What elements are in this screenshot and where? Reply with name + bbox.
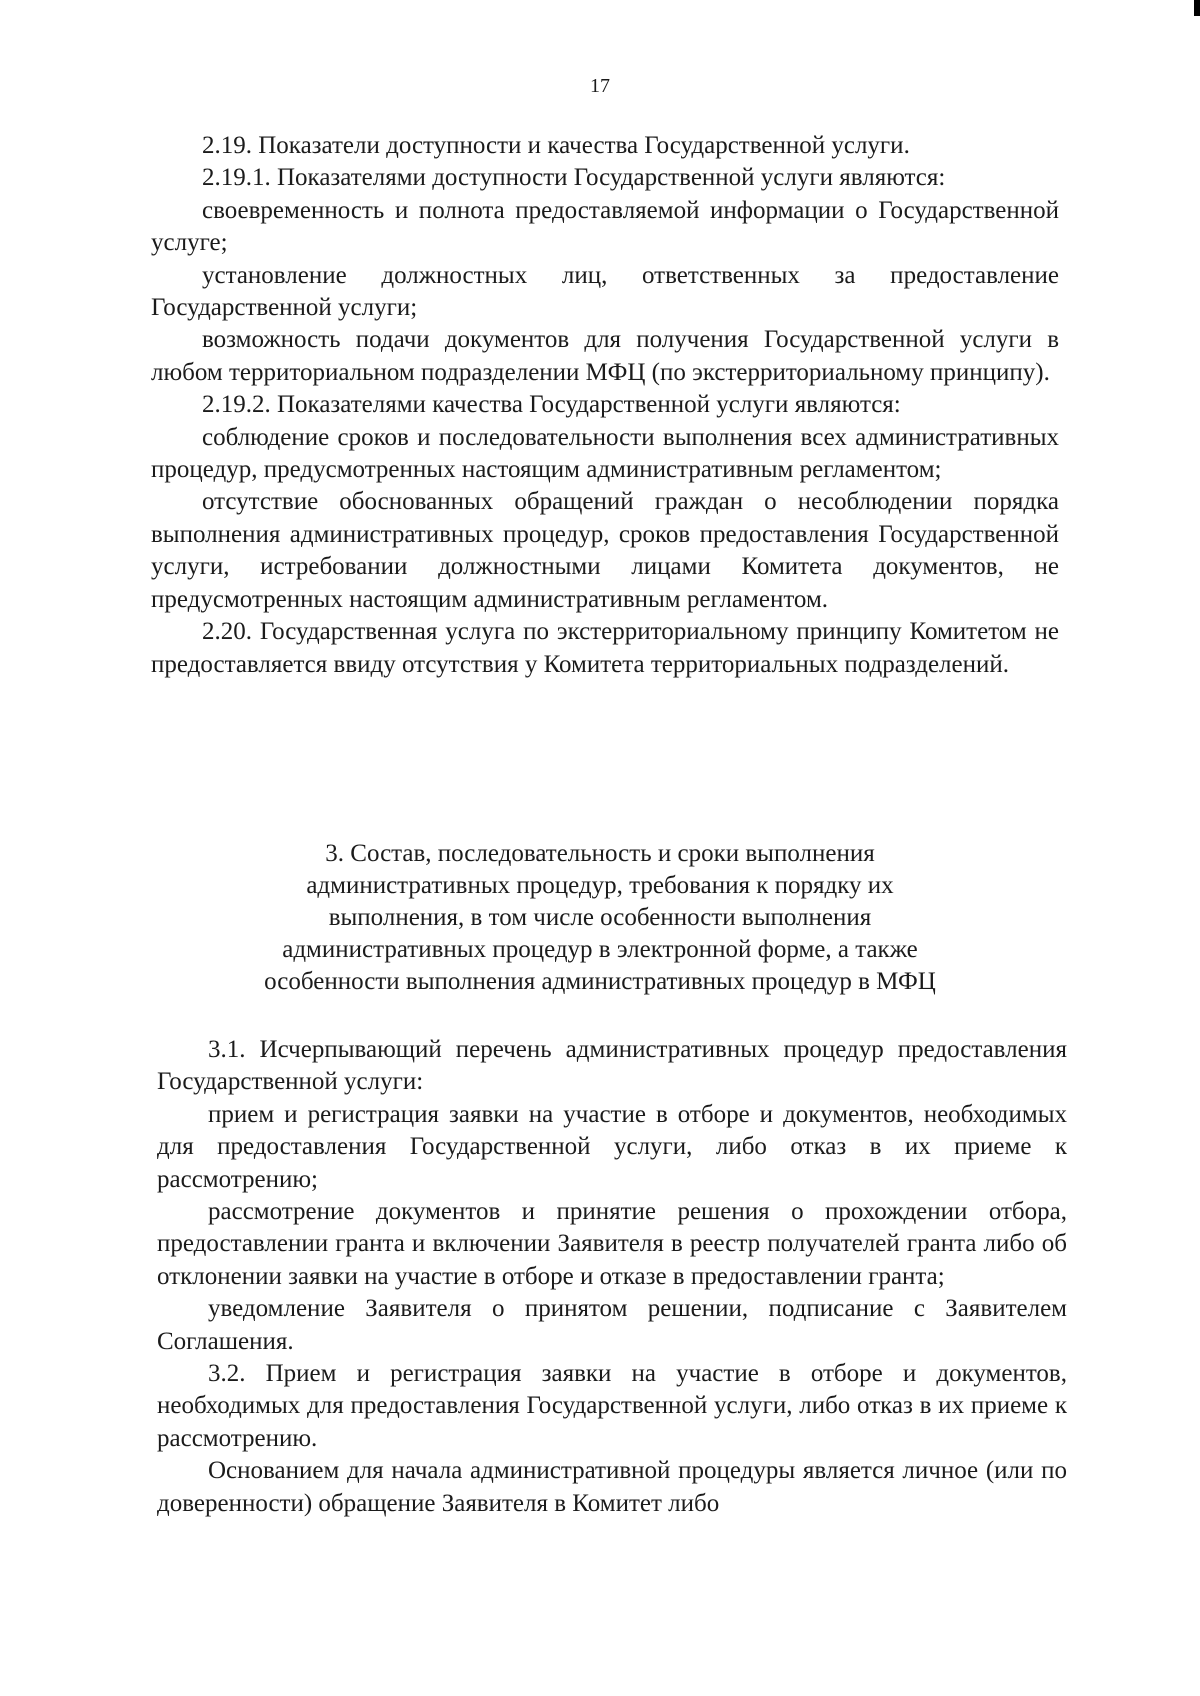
paragraph-review: рассмотрение документов и принятие решения о прохождении отбора, предоставлении гранта и включении Заявителя в реестр получателей гранта либо об отклонении заявки на участие в отборе и отказе в предоставлении гранта; (157, 1198, 1067, 1290)
paragraph-timeliness: своевременность и полнота предоставляемой информации о Государственной услуге; (151, 196, 1059, 257)
scan-edge-mark (1194, 0, 1200, 16)
heading-line: административных процедур, требования к порядку их (306, 872, 894, 899)
section-3-heading (190, 838, 1010, 998)
heading-line: выполнения, в том числе особенности выполнения (328, 904, 872, 931)
paragraph-3-1: 3.1. Исчерпывающий перечень административных процедур предоставления Государственной услуги: (157, 1036, 1067, 1096)
paragraph-notification: уведомление Заявителя о принятом решении, подписание с Заявителем Соглашения. (157, 1295, 1067, 1355)
paragraph-officials: установление должностных лиц, ответственных за предоставление Государственной услуги; (151, 261, 1059, 322)
heading-line: административных процедур в электронной форме, а также (282, 936, 918, 963)
paragraph-3-2: 3.2. Прием и регистрация заявки на участие в отборе и документов, необходимых для предоставления Государственной услуги, либо отказ в их приеме к рассмотрению. (157, 1360, 1067, 1452)
lower-text-block (157, 1034, 1067, 1520)
paragraph-reception: прием и регистрация заявки на участие в отборе и документов, необходимых для предоставления Государственной услуги, либо отказ в их приеме к рассмотрению; (157, 1100, 1067, 1193)
paragraph-2-20: 2.20. Государственная услуга по экстерриториальному принципу Комитетом не предоставляется ввиду отсутствия у Комитета территориальных подразделений. (151, 618, 1059, 678)
paragraph-2-19: 2.19. Показатели доступности и качества Государственной услуги. (202, 132, 910, 159)
heading-line: особенности выполнения административных процедур в МФЦ (264, 968, 936, 995)
heading-line: 3. Состав, последовательность и сроки выполнения (325, 840, 875, 867)
paragraph-submission: возможность подачи документов для получения Государственной услуги в любом территориальном подразделении МФЦ (по экстерриториальному принципу). (151, 326, 1059, 386)
paragraph-2-19-2: 2.19.2. Показателями качества Государственной услуги являются: (202, 391, 901, 419)
paragraph-basis: Основанием для начала административной процедуры является личное (или по доверенности) обращение Заявителя в Комитет либо (157, 1457, 1067, 1517)
upper-text-block (151, 130, 1059, 681)
paragraph-deadlines: соблюдение сроков и последовательности выполнения всех административных процедур, предусмотренных настоящим административным регламентом; (151, 423, 1059, 484)
page-number: 17 (590, 75, 610, 97)
paragraph-complaints: отсутствие обоснованных обращений граждан о несоблюдении порядка выполнения административных процедур, сроков предоставления Государственной услуги, истребовании должностными лицами Комитета документов, не предусмотренных настоящим административным регламентом. (151, 488, 1059, 613)
paragraph-2-19-1: 2.19.1. Показателями доступности Государственной услуги являются: (202, 164, 946, 192)
